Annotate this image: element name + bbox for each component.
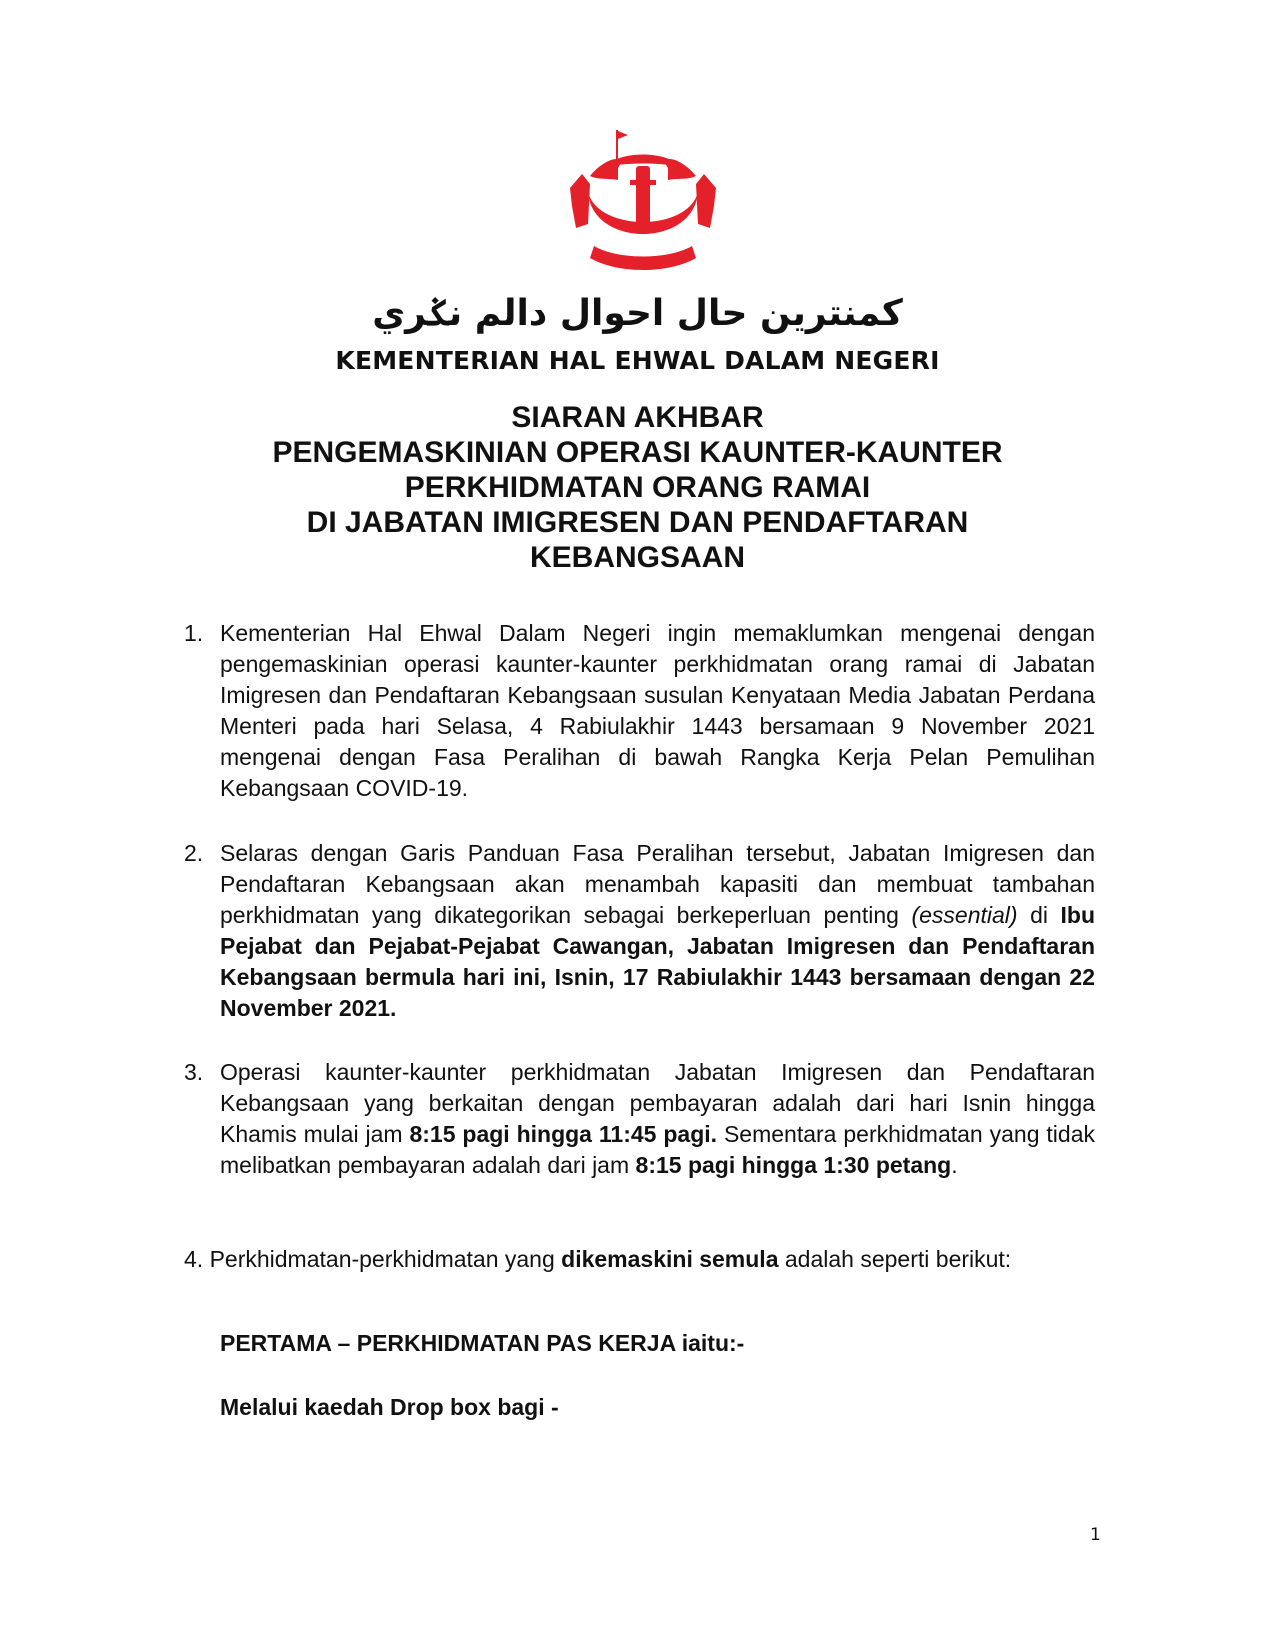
title-line-5: KEBANGSAAN xyxy=(529,541,745,574)
paragraph-text: Sementara perkhidmatan yang tidak melibatkan pembayaran adalah dari jam xyxy=(220,1121,1096,1178)
subheading-dropbox: Melalui kaedah Drop box bagi - xyxy=(220,1394,559,1420)
paragraph-1 xyxy=(184,618,1095,804)
paragraph-bold-text: 8:15 pagi hingga 1:30 petang xyxy=(635,1152,952,1178)
paragraph-bold-text: 8:15 pagi hingga 11:45 pagi. xyxy=(409,1121,718,1147)
paragraph-text: di xyxy=(1017,902,1061,928)
page-number: 1 xyxy=(1090,1525,1101,1545)
paragraph-2 xyxy=(184,838,1096,1024)
paragraph-text: Kementerian Hal Ehwal Dalam Negeri ingin memaklumkan mengenai dengan pengemaskinian operasi kaunter-kaunter perkhidmatan orang ramai di Jabatan Imigresen dan Pendaftaran Kebangsaan susulan Kenyataan Media Jabatan Perdana Menteri pada hari Selasa, 4 Rabiulakhir 1443 bersamaan 9 November 2021 mengenai dengan Fasa Peralihan di bawah Rangka Kerja Pelan Pemulihan Kebangsaan COVID-19. xyxy=(220,620,1095,801)
paragraph-3 xyxy=(184,1057,1096,1181)
ministry-name: KEMENTERIAN HAL EHWAL DALAM NEGERI xyxy=(335,346,940,375)
brunei-coat-of-arms-icon xyxy=(568,128,718,280)
paragraph-text: Operasi kaunter-kaunter perkhidmatan Jabatan Imigresen dan Pendaftaran Kebangsaan yang berkaitan dengan pembayaran adalah dari hari Isnin hingga Khamis mulai jam xyxy=(220,1059,1095,1147)
title-line-2: PENGEMASKINIAN OPERASI KAUNTER-KAUNTER xyxy=(272,436,1003,469)
press-release-title xyxy=(0,400,1275,575)
title-line-3: PERKHIDMATAN ORANG RAMAI xyxy=(404,471,871,504)
paragraph-text: adalah seperti berikut: xyxy=(778,1246,1012,1272)
paragraph-number: 3. xyxy=(184,1059,204,1085)
paragraph-text: 4. Perkhidmatan-perkhidmatan yang xyxy=(184,1246,562,1272)
paragraph-text: Selaras dengan Garis Panduan Fasa Peralihan tersebut, Jabatan Imigresen dan Pendaftaran Kebangsaan akan menambah kapasiti dan membuat tambahan perkhidmatan yang dikategorikan sebagai berkeperluan penting xyxy=(220,840,1095,928)
paragraph-number: 1. xyxy=(184,620,204,646)
paragraph-text: . xyxy=(951,1152,958,1178)
paragraph-4 xyxy=(184,1244,1011,1275)
title-line-4: DI JABATAN IMIGRESEN DAN PENDAFTARAN xyxy=(306,506,969,539)
paragraph-bold-text: Ibu Pejabat dan Pejabat-Pejabat Cawangan, Jabatan Imigresen dan Pendaftaran Kebangsaan bermula hari ini, Isnin, 17 Rabiulakhir 1443 bersamaan dengan 22 November 2021. xyxy=(220,902,1096,1021)
title-line-1: SIARAN AKHBAR xyxy=(511,401,764,434)
subheading-first: PERTAMA – PERKHIDMATAN PAS KERJA iaitu:- xyxy=(220,1330,745,1356)
paragraph-number: 2. xyxy=(184,840,204,866)
paragraph-bold-text: dikemaskini semula xyxy=(561,1246,779,1272)
jawi-ministry-title: كمنترين حال احوال دالم نݢري xyxy=(372,293,903,334)
paragraph-italic-text: (essential) xyxy=(911,902,1018,928)
